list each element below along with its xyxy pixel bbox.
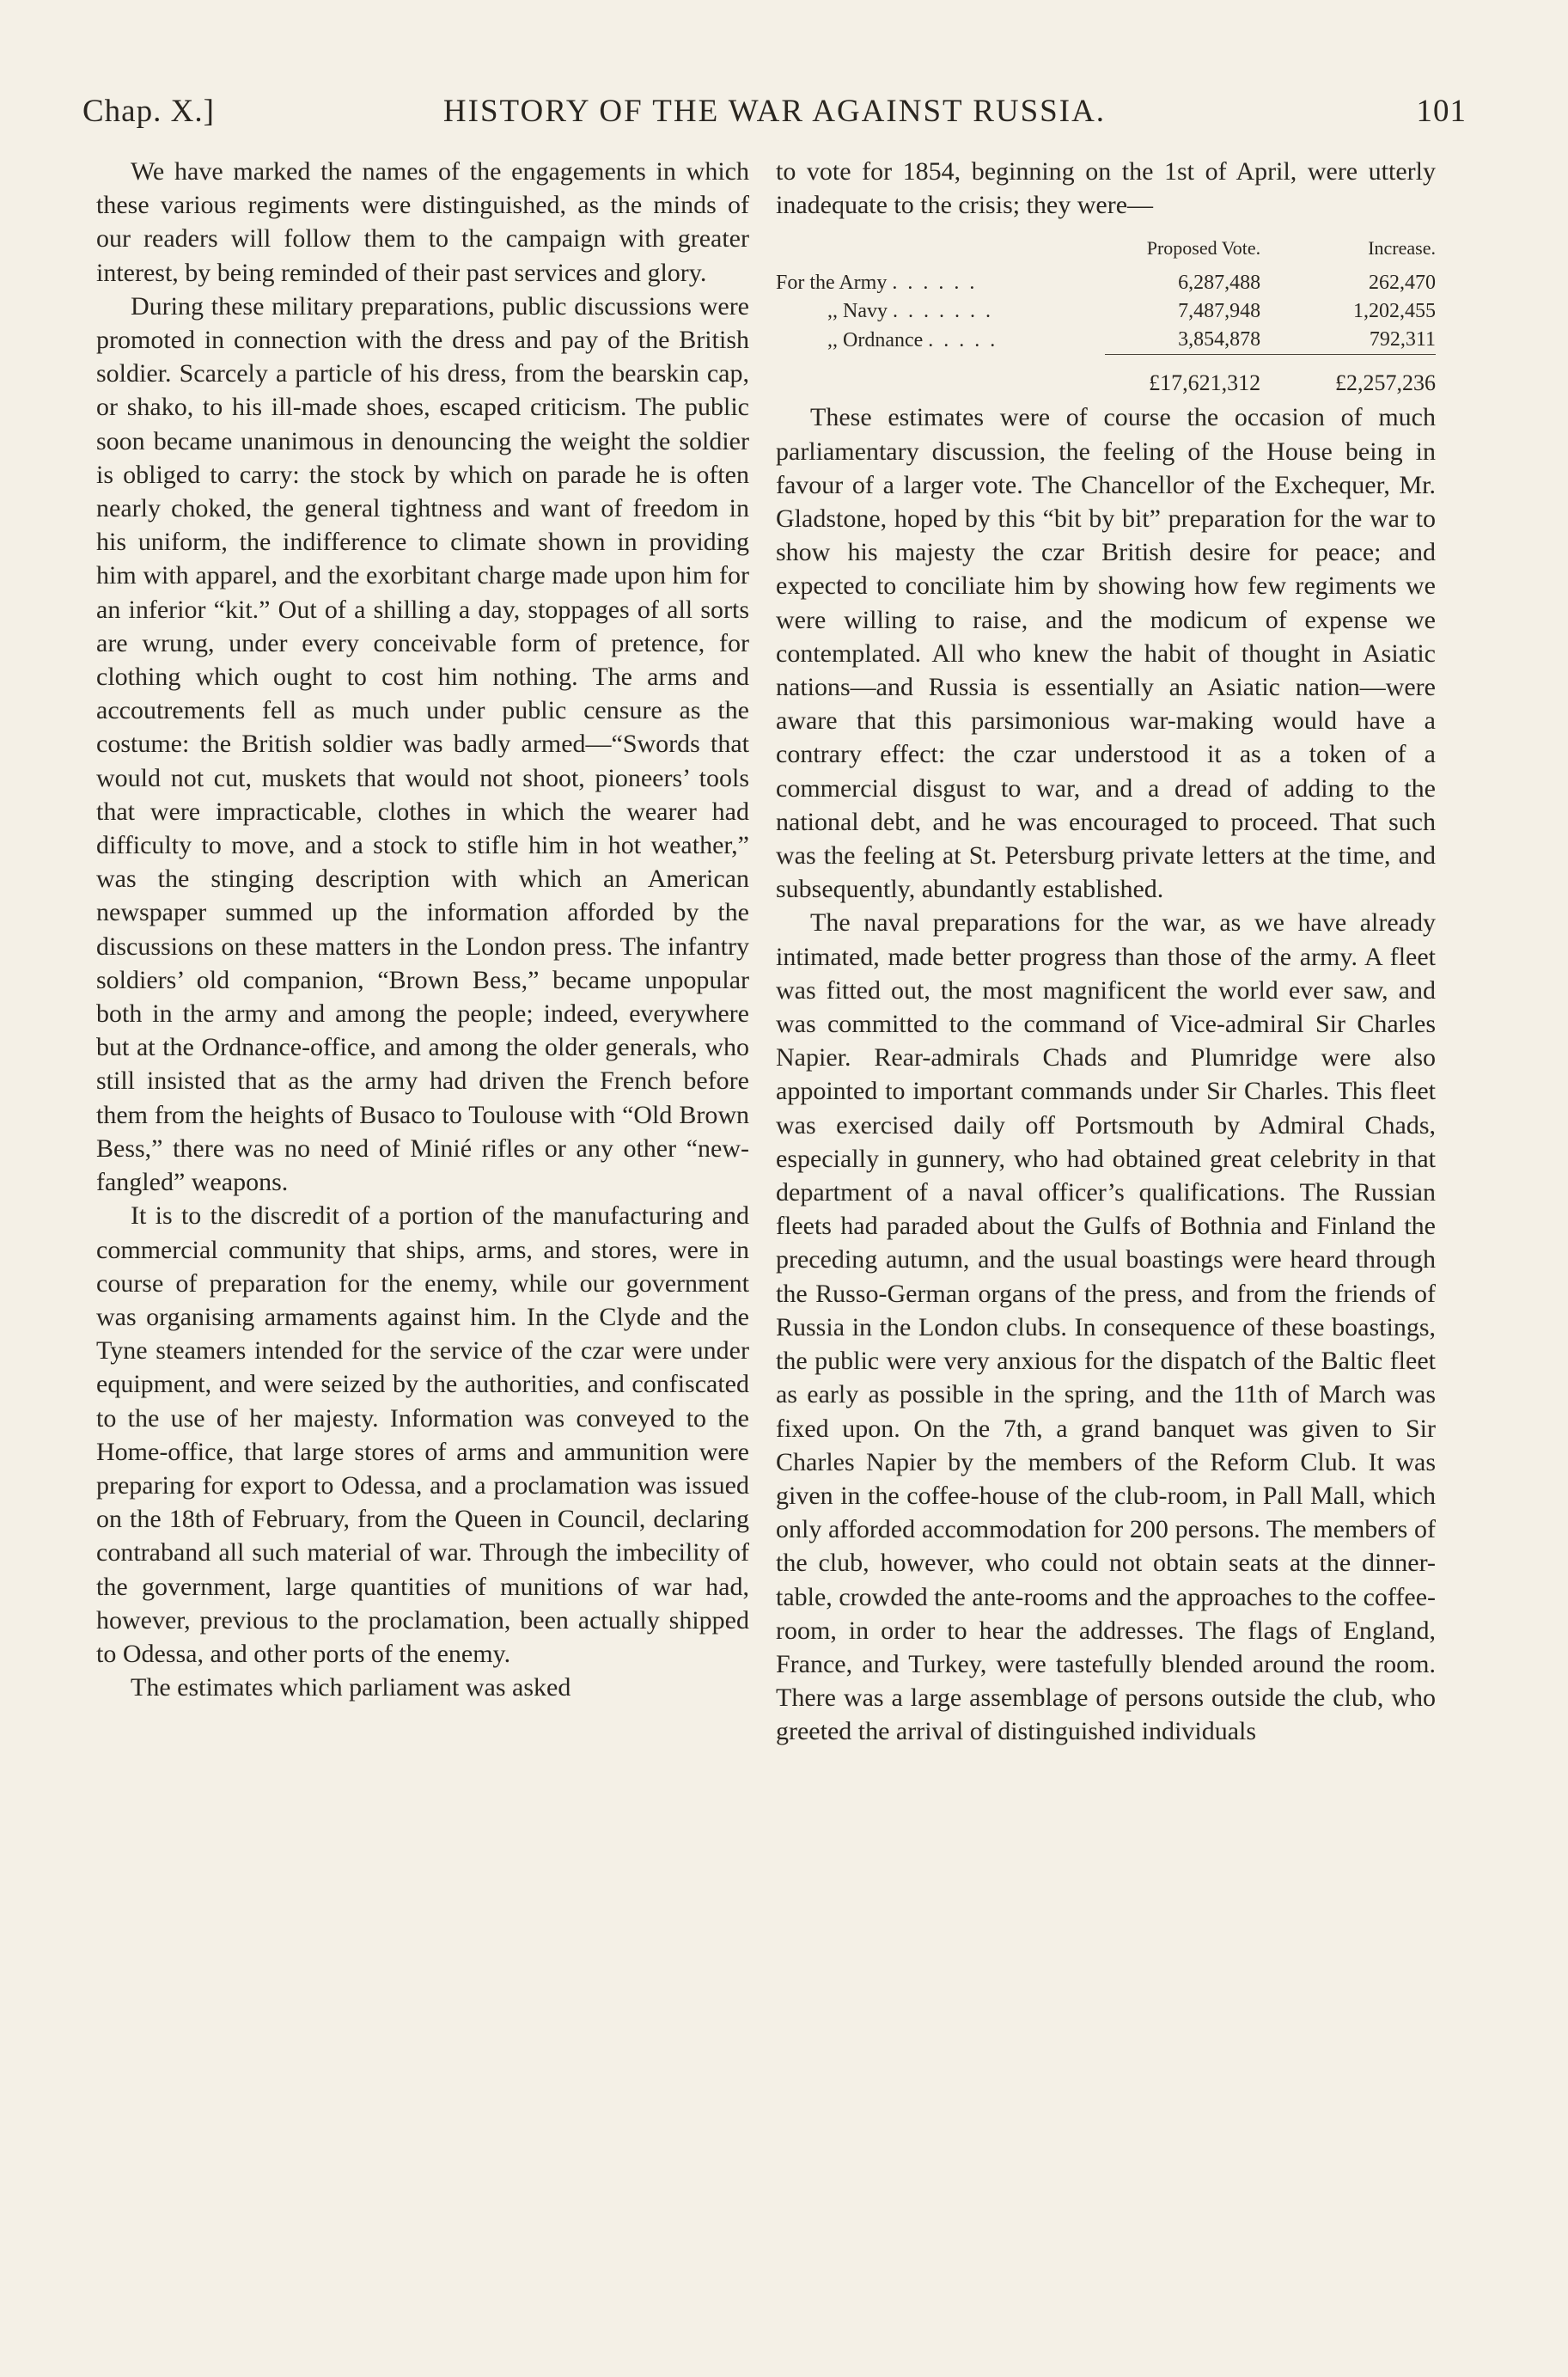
total-increase-cell: £2,257,236 xyxy=(1335,370,1436,396)
proposed-vote-cell: 6,287,488 xyxy=(1178,272,1261,295)
increase-cell: 1,202,455 xyxy=(1353,300,1436,323)
table-header: Increase. xyxy=(1368,237,1436,260)
table-row xyxy=(776,269,1436,297)
table-header: Proposed Vote. xyxy=(1146,237,1261,260)
chapter-label: Chap. X.] xyxy=(82,94,215,129)
table-row xyxy=(776,326,1436,355)
paragraph-continued: to vote for 1854, beginning on the 1st of April, were utterly inadequate to the crisis; they were— xyxy=(776,157,1436,220)
table-total-row xyxy=(776,364,1436,397)
increase-cell: 262,470 xyxy=(1369,272,1436,295)
proposed-vote-cell: 7,487,948 xyxy=(1178,300,1261,323)
total-vote-cell: £17,621,312 xyxy=(1149,370,1261,396)
increase-cell: 792,311 xyxy=(1369,328,1436,351)
row-label: For the Army . . . . . . xyxy=(776,272,978,295)
paragraph: During these military preparations, public discussions were promoted in connection with the dress and pay of the British soldier. Scarcely a particle of his dress, from the bearskin cap, or shako, to his ill-made shoes, escaped criticism. The public soon became unanimous in denouncing the weight the soldier is obliged to carry: the stock by which on parade he is often nearly choked, the general tightness and want of freedom in his uniform, the indifference to climate shown in providing him with apparel, and the exorbitant charge made upon him for an inferior “kit.” Out of a shilling a day, stoppages of all sorts are wrung, under every conceivable form of pretence, for clothing which ought to cost him nothing. The arms and accoutrements fell as much under public censure as the costume: the British soldier was badly armed—“Swords that would not cut, muskets that would not shoot, pioneers’ tools that were impracticable, clothes in which the wearer had difficulty to move, and a stock to stifle him in hot weather,” was the stinging description with which an American newspaper summed up the information afforded by the discussions on these matters in the London press. The infantry soldiers’ old companion, “Brown Bess,” became unpopular both in the army and among the people; indeed, everywhere but at the Ordnance-office, and among the older generals, who still insisted that as the army had driven the French before them from the heights of Busaco to Toulouse with “Old Brown Bess,” there was no need of Minié rifles or any other “new-fangled” weapons. xyxy=(96,291,749,1197)
row-label: ,, Ordnance . . . . . xyxy=(827,328,998,351)
paragraph: It is to the discredit of a portion of the manufacturing and commercial community that ships, arms, and stores, were in course of preparation for the enemy, while our government was organising armaments against him. In the Clyde and the Tyne steamers intended for the service of the czar were under equipment, and were seized by the authorities, and confiscated to the use of her majesty. Information was conveyed to the Home-office, that large stores of arms and ammunition were preparing for export to Odessa, and a proclamation was issued on the 18th of February, from the Queen in Council, declaring contraband all such material of war. Through the imbecility of the government, large quantities of munitions of war had, however, previous to the proclamation, been actually shipped to Odessa, and other ports of the enemy. xyxy=(96,1201,749,1668)
estimates-table xyxy=(776,234,1436,397)
paragraph: These estimates were of course the occasion of much parliamentary discussion, the feeling of the House being in favour of a larger vote. The Chancellor of the Exchequer, Mr. Gladstone, hoped by this “bit by bit” preparation for the war to show his majesty the czar British desire for peace; and expected to conciliate him by showing how few regiments we were willing to raise, and the modicum of expense we contemplated. All who knew the habit of thought in Asiatic nations—and Russia is essentially an Asiatic nation—were aware that this parsimonious war-making would have a contrary effect: the czar understood it as a token of a commercial disgust to war, and a dread of adding to the national debt, and he was encouraged to proceed. That such was the feeling at St. Petersburg private letters at the time, and subsequently, abundantly established. xyxy=(776,403,1436,904)
running-header xyxy=(82,93,1467,136)
table-rule-row xyxy=(776,355,1436,364)
proposed-vote-cell: 3,854,878 xyxy=(1178,328,1261,351)
paragraph: We have marked the names of the engagements in which these various regiments were distinguished, as the minds of our readers will follow them to the campaign with greater interest, by being reminded of their past services and glory. xyxy=(96,157,749,287)
paragraph: The estimates which parliament was asked xyxy=(131,1673,571,1702)
left-column xyxy=(96,155,749,1704)
table-header-row xyxy=(776,234,1436,269)
page-number: 101 xyxy=(1416,94,1467,129)
table-header xyxy=(776,234,1105,269)
paragraph: The naval preparations for the war, as we have already intimated, made better progress than those of the army. A fleet was fitted out, the most magnificent the world ever saw, and was committed to the command of Vice-admiral Sir Charles Napier. Rear-admirals Chads and Plumridge were also appointed to important commands under Sir Charles. This fleet was exercised daily off Portsmouth by Admiral Chads, especially in gunnery, who had obtained great celebrity in that department of a naval officer’s qualifications. The Russian fleets had paraded about the Gulfs of Bothnia and Finland the preceding autumn, and the usual boastings were heard through the Russo-German organs of the press, and from the friends of Russia in the London clubs. In consequence of these boastings, the public were very anxious for the dispatch of the Baltic fleet as early as possible in the spring, and the 11th of March was fixed upon. On the 7th, a grand banquet was given to Sir Charles Napier by the members of the Reform Club. It was given in the coffee-house of the club-room, in Pall Mall, which only afforded accommodation for 200 persons. The members of the club, however, who could not obtain seats at the dinner-table, crowded the ante-rooms and the approaches to the coffee-room, in order to hear the addresses. The flags of England, France, and Turkey, were tastefully blended around the room. There was a large assemblage of persons outside the club, who greeted the arrival of distinguished individuals xyxy=(776,908,1436,1746)
page-title: HISTORY OF THE WAR AGAINST RUSSIA. xyxy=(442,94,1107,129)
table-row xyxy=(776,297,1436,326)
right-column xyxy=(776,155,1436,1749)
row-label: ,, Navy . . . . . . . xyxy=(827,300,993,323)
